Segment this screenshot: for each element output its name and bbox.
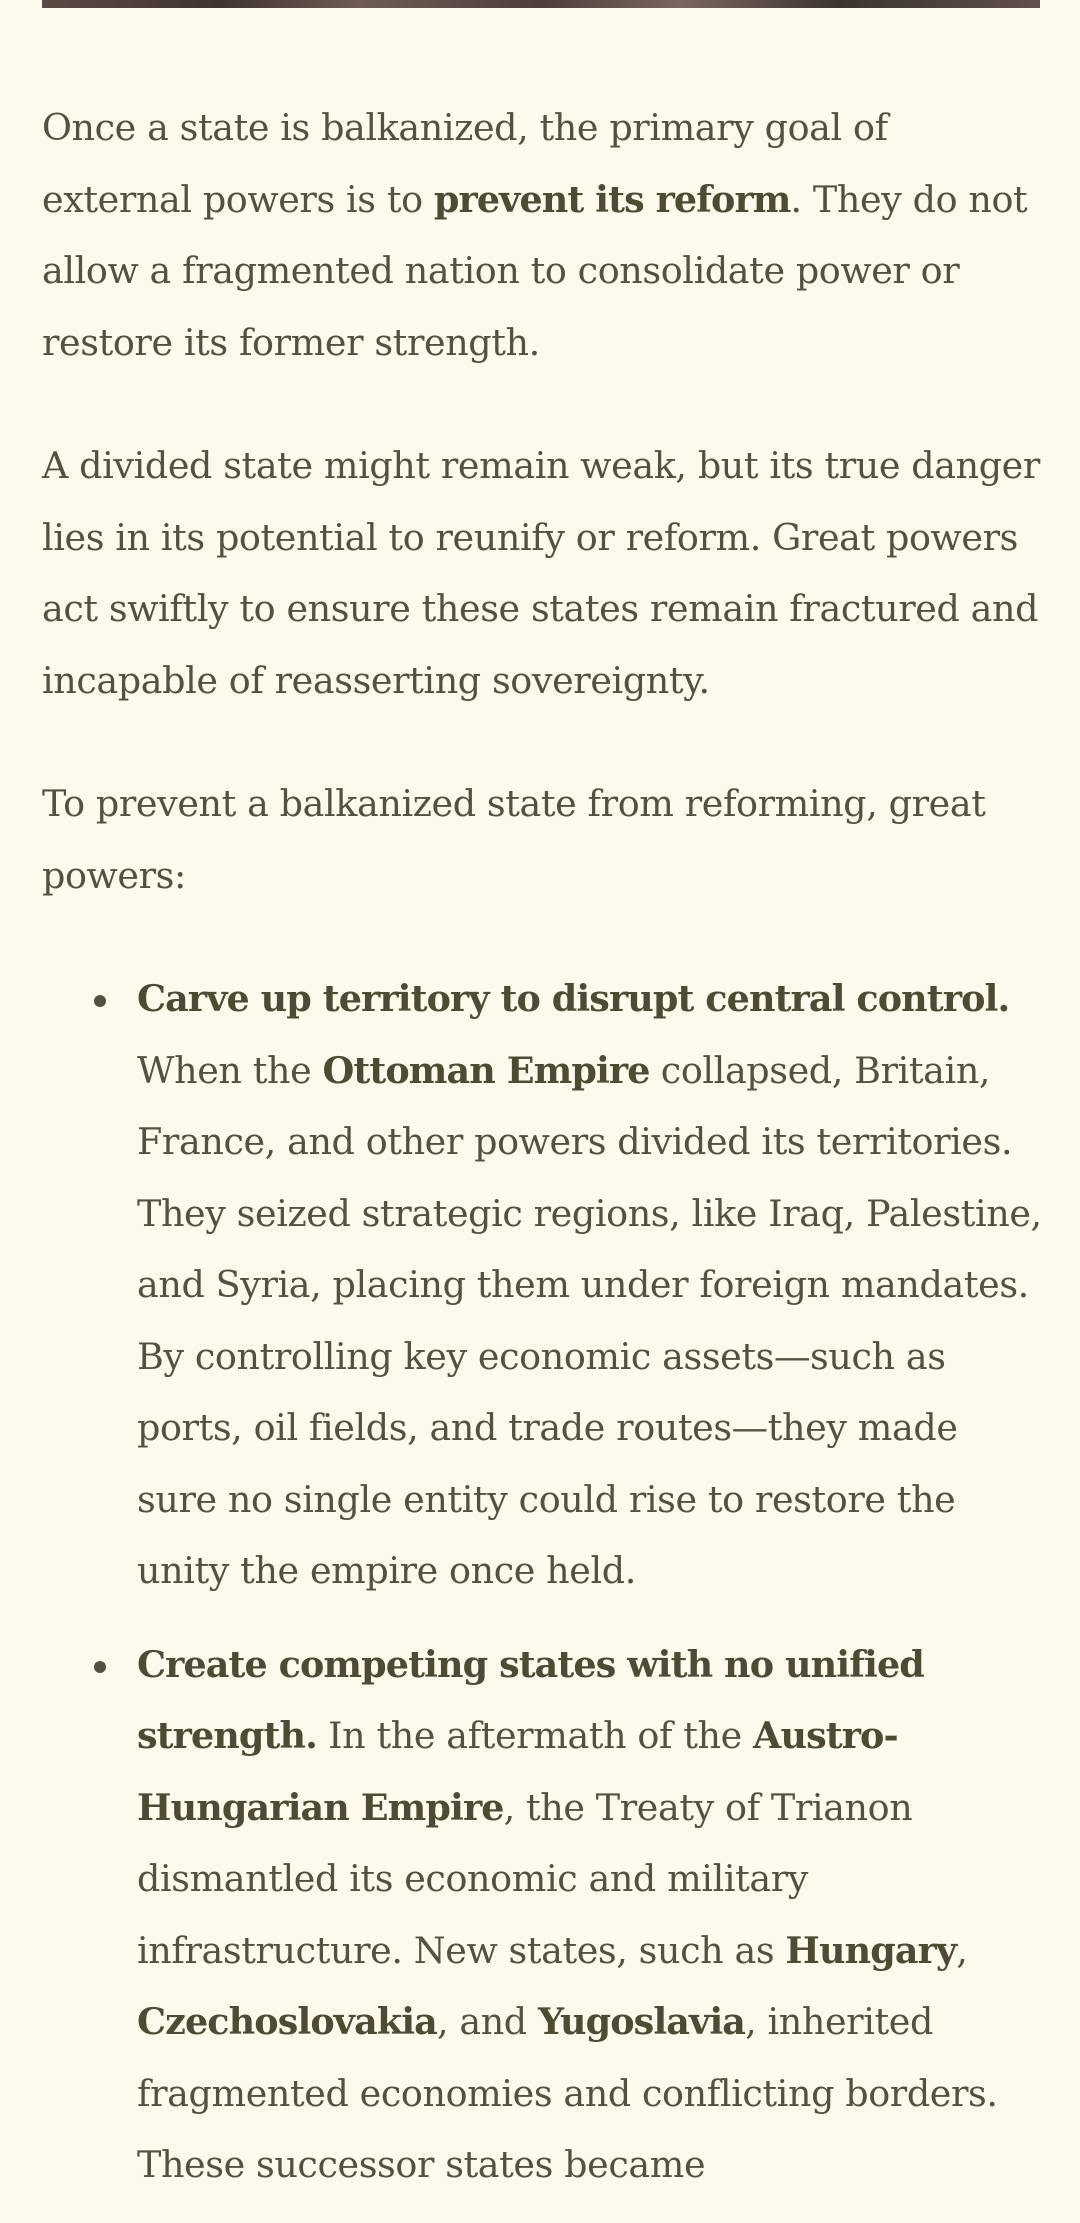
paragraph-1	[42, 92, 1042, 378]
list-item	[42, 963, 1042, 1607]
list-item	[42, 1629, 1042, 2201]
list-item-emphasis: Austro-Hungarian Empire	[137, 1714, 898, 1829]
list-item-text: , the Treaty of Trianon dismantled its economic and military infrastructure. New states, such as	[137, 1785, 913, 1972]
list-item-emphasis: Hungary	[785, 1928, 957, 1972]
article-body	[42, 92, 1042, 2223]
list-item-text: When the	[137, 1048, 323, 1092]
paragraph-1-emphasis: prevent its reform	[433, 177, 791, 221]
list-item-text: ,	[956, 1928, 968, 1972]
bullet-icon	[94, 995, 106, 1007]
list-item-text: , and	[436, 2000, 538, 2043]
paragraph-1-text-end: . They do not allow a fragmented nation to consolidate power or restore its former strength.	[42, 177, 1028, 364]
header-image	[42, 0, 1040, 8]
list-item-text: , inherited fragmented economies and conflicting borders. These successor states became	[137, 2000, 998, 2186]
list-item-text: In the aftermath of the	[316, 1714, 754, 1757]
list-item-heading: Carve up territory to disrupt central control.	[137, 977, 1010, 1020]
bullet-list	[42, 963, 1042, 2201]
list-item-heading: Create competing states with no unified strength.	[137, 1642, 924, 1757]
list-item-emphasis: Ottoman Empire	[322, 1048, 650, 1092]
list-item-emphasis: Yugoslavia	[537, 2000, 746, 2043]
paragraph-3: To prevent a balkanized state from reforming, great powers:	[42, 782, 986, 897]
list-item-text: collapsed, Britain, France, and other powers divided its territories. They seized strategic regions, like Iraq, Palestine, and Syria, placing them under foreign mandates. By controlling key economic assets—such as ports, oil fields, and trade routes—they made sure no single entity could rise to restore the unity the empire once held.	[137, 1048, 1042, 1592]
paragraph-2: A divided state might remain weak, but its true danger lies in its potential to reunify or reform. Great powers act swiftly to ensure these states remain fractured and incapable of reasserting sovereignty.	[42, 444, 1040, 702]
paragraph-1-text-start: Once a state is balkanized, the primary goal of external powers is to	[42, 106, 888, 221]
bullet-icon	[94, 1661, 106, 1673]
list-item-emphasis: Czechoslovakia	[137, 2000, 437, 2043]
